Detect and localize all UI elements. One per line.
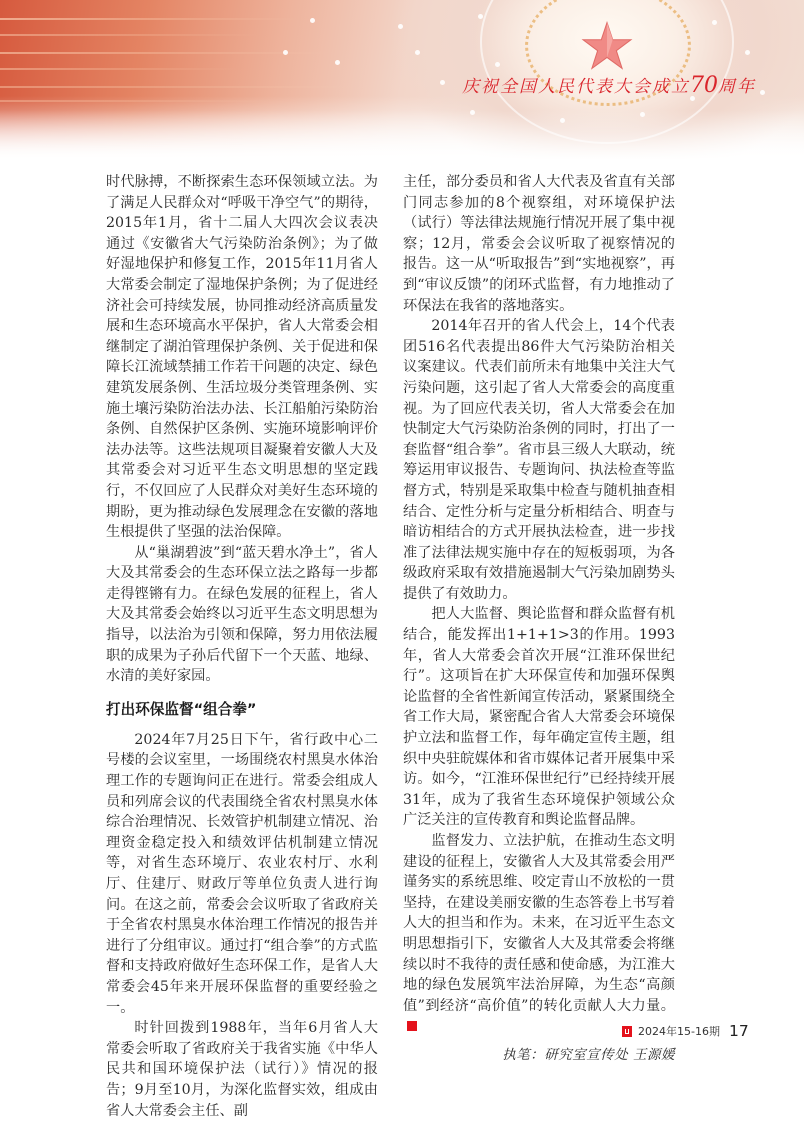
anniversary-title-prefix: 庆祝全国人民代表大会成立	[462, 77, 690, 97]
anniversary-title	[462, 72, 756, 98]
article-final-paragraph	[403, 831, 675, 1037]
article-paragraph: 2014年召开的省人代会上，14个代表团516名代表提出86件大气污染防治相关议案建议。代表们前所未有地集中关注大气污染问题，这引起了省人大常委会的高度重视。为了回应代表关切，省人大常委会在加快制定大气污染防治条例的同时，打出了一套监督“组合拳”。省市县三级人大联动，统筹运用审议报告、专题询问、执法检查等监督方式，特别是采取集中检查与随机抽查相结合、定性分析与定量分析相结合、明查与暗访相结合的方式开展执法检查，进一步找准了法律法规实施中存在的短板弱项，为各级政府采取有效措施遏制大气污染加剧势头提供了有效助力。	[403, 318, 675, 602]
end-mark-icon	[407, 1021, 417, 1031]
star-emblem-icon	[581, 20, 633, 72]
header-banner	[0, 0, 804, 160]
article-paragraph: 2024年7月25日下午，省行政中心二号楼的会议室里，一场围绕农村黑臭水体治理工作的专题询问正在进行。常委会组成人员和列席会议的代表围绕全省农村黑臭水体综合治理情况、长效管护机制建立情况、治理资金稳定投入和绩效评估机制建立情况等，对省生态环境厅、农业农村厅、水利厅、住建厅、财政厅等单位负责人进行询问。在这之前，常委会会议听取了省政府关于全省农村黑臭水体治理工作情况的报告并进行了分组审议。通过打“组合拳”的方式监督和支持政府做好生态环保工作，是省人大常委会45年来开展环保监督的重要经验之一。	[106, 731, 378, 1016]
page-number: 17	[728, 1022, 749, 1040]
anniversary-title-number: 70	[690, 73, 718, 98]
article-paragraph: 时代脉搏，不断探索生态环保领域立法。为了满足人民群众对“呼吸干净空气”的期待，2015年1月，省十二届人大四次会议表决通过《安徽省大气污染防治条例》；为了做好湿地保护和修复工作，2015年11月省人大常委会制定了湿地保护条例；为了促进经济社会可持续发展，协同推动经济高质量发展和生态环境高水平保护，省人大常委会相继制定了湖泊管理保护条例、关于促进和保障长江流域禁捕工作若干问题的决定、绿色建筑发展条例、生活垃圾分类管理条例、实施土壤污染防治法办法、长江船舶污染防治条例、自然保护区条例、实施环境影响评价法办法等。这些法规项目凝聚着安徽人大及其常委会对习近平生态文明思想的坚定践行，不仅回应了人民群众对美好生态环境的期盼，更为推动绿色发展理念在安徽的落地生根提供了坚强的法治保障。	[106, 174, 378, 541]
article-paragraph: 时针回拨到1988年，当年6月省人大常委会听取了省政府关于我省实施《中华人民共和国环境保护法（试行）》情况的报告；9月至10月，为深化监督实效，组成由省人大常委会主任、副	[106, 1020, 378, 1119]
section-heading: 打出环保监督“组合拳”	[106, 700, 257, 718]
page-footer	[622, 1022, 749, 1040]
article-paragraph: 把人大监督、舆论监督和群众监督有机结合，能发挥出1+1+1>3的作用。1993年，省人大常委会首次开展“江淮环保世纪行”。这项旨在扩大环保宣传和加强环保舆论监督的全省性新闻宣传活动，紧紧围绕全省工作大局，紧密配合省人大常委会环境保护立法和监督工作，每年确定宣传主题，组织中央驻皖媒体和省市媒体记者开展集中采访。如今，“江淮环保世纪行”已经持续开展31年，成为了我省生态环境保护领域公众广泛关注的宣传教育和舆论监督品牌。	[403, 606, 675, 829]
article-right-column	[403, 172, 675, 1066]
issue-label: 2024年15-16期	[638, 1025, 720, 1038]
magazine-logo-icon	[622, 1026, 632, 1037]
article-paragraph: 从“巢湖碧波”到“蓝天碧水净土”，省人大及其常委会的生态环保立法之路每一步都走得铿锵有力。在绿色发展的征程上，省人大及其常委会始终以习近平生态文明思想为指导，以法治为引领和保障，努力用依法履职的成果为子孙后代留下一个天蓝、地绿、水清的美好家园。	[106, 544, 378, 685]
article-paragraph: 主任，部分委员和省人大代表及省直有关部门同志参加的8个视察组，对环境保护法（试行）等法律法规施行情况开展了集中视察；12月，常委会会议听取了视察情况的报告。这一从“听取报告”到“实地视察”，再到“审议反馈”的闭环式监督，有力地推动了环保法在我省的落地落实。	[403, 174, 675, 314]
article-left-column	[106, 172, 378, 1121]
byline: 执笔：研究室宣传处 王源媛	[502, 1046, 675, 1063]
article-paragraph-text: 监督发力、立法护航，在推动生态文明建设的征程上，安徽省人大及其常委会用严谨务实的系统思维、咬定青山不放松的一贯坚持，在建设美丽安徽的生态答卷上书写着人大的担当和作为。未来，在习近平生态文明思想指引下，安徽省人大及其常委会将继续以时不我待的责任感和使命感，为江淮大地的绿色发展筑牢法治屏障，为生态“高颜值”到经济“高价值”的转化贡献人大力量。	[403, 833, 675, 1014]
anniversary-title-suffix: 周年	[718, 77, 756, 97]
